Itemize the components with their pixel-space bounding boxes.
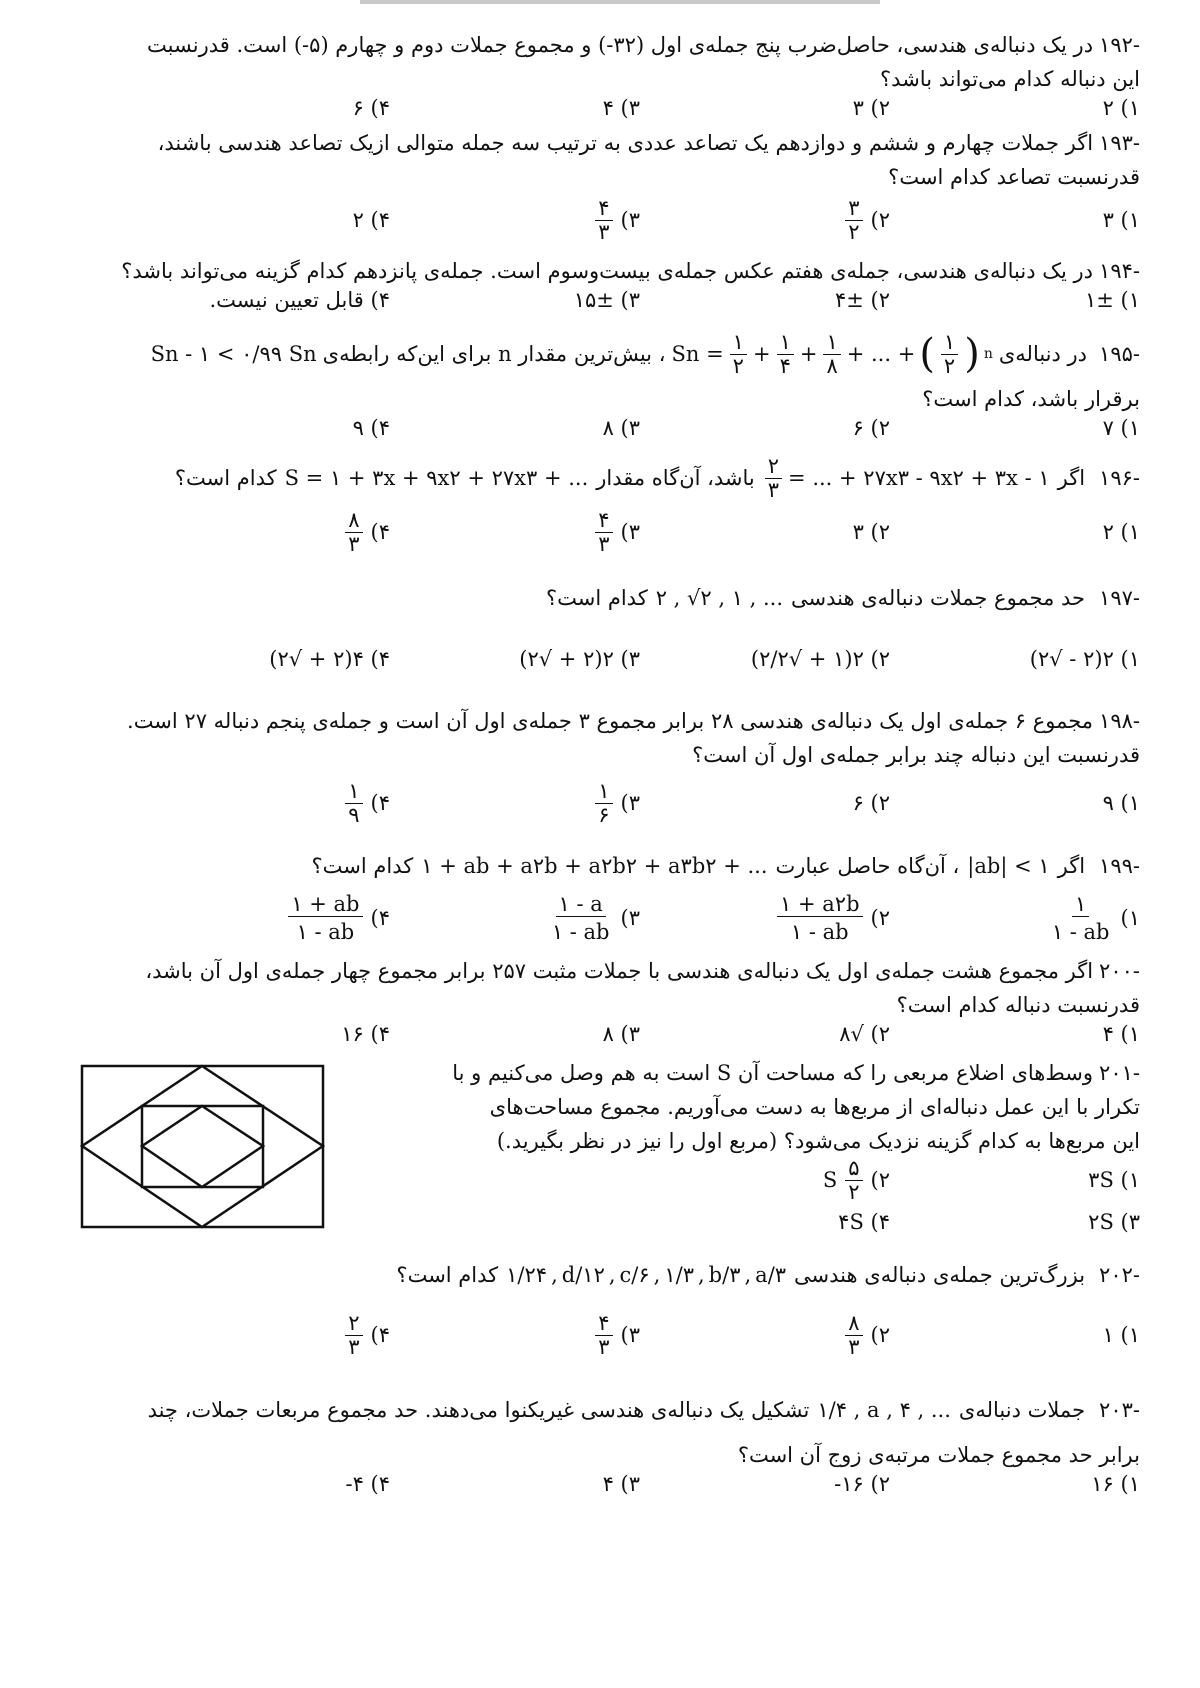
question-text: بزرگ‌ترین جمله‌ی دنباله‌ی هندسی: [794, 1263, 1086, 1287]
option-1[interactable]: ۱) ۲: [1102, 520, 1140, 544]
denominator: ۳: [348, 1334, 360, 1359]
fraction: [595, 780, 612, 825]
sequence: ۲ , √۲ , ۱ , ...: [655, 586, 784, 610]
numerator: ۸: [845, 1312, 862, 1335]
options: [355, 1202, 1140, 1242]
option-3[interactable]: [390, 502, 640, 562]
option-label: ۳): [620, 208, 640, 232]
option-1[interactable]: ۱) ۱۶: [1091, 1472, 1140, 1496]
term: ۱/۳: [664, 1263, 694, 1287]
denominator: ۲: [732, 353, 744, 378]
plus-sign: +: [752, 342, 771, 366]
options: [80, 1022, 1140, 1046]
expression: ۱ + ab + a۲b + a۲b۲ + a۳b۲ + ...: [421, 854, 768, 878]
series: S = ۱ + ۳x + ۹x۲ + ۲۷x۳ + ...: [284, 466, 589, 490]
denominator: ۲: [943, 353, 956, 378]
fraction: [845, 197, 862, 242]
ellipsis: + ... +: [846, 342, 916, 366]
numerator: ۸: [345, 509, 362, 532]
question-201: [80, 1056, 1140, 1242]
fraction: [845, 1312, 862, 1357]
option-label: ۲): [870, 1168, 890, 1192]
numerator: ۱: [823, 331, 840, 354]
equation: [763, 455, 1050, 500]
option-4[interactable]: ۴) ۱۶: [341, 1022, 390, 1046]
question-number: -۱۹۴: [1099, 259, 1140, 283]
fraction: [595, 197, 612, 242]
question-text: تشکیل یک دنباله‌ی هندسی غیریکنوا می‌دهند. حد مجموع مربعات جملات، چند: [147, 1398, 810, 1422]
question-text: حد مجموع جملات دنباله‌ی هندسی: [791, 586, 1086, 610]
question-number: -۱۹۶: [1099, 466, 1140, 490]
fraction: [823, 331, 840, 376]
denominator: ۳: [848, 1334, 860, 1359]
numerator: ۱ + ab: [288, 893, 362, 916]
denominator: ۳: [348, 531, 360, 556]
options: [80, 888, 1140, 948]
option-label: ۴): [370, 791, 390, 815]
term: d/۱۲: [561, 1263, 605, 1287]
option-3[interactable]: ۳) ۴: [602, 1472, 640, 1496]
option-3[interactable]: ۳) ۸: [602, 416, 640, 440]
option-4[interactable]: ۴) ۴-: [345, 1472, 390, 1496]
option-1[interactable]: ۱) ۷: [1102, 416, 1140, 440]
nested-squares-figure: [80, 1064, 325, 1229]
option-3[interactable]: [390, 888, 640, 948]
numerator: ۴: [595, 1312, 612, 1335]
question-number: -۱۹۸: [1099, 709, 1140, 733]
question-200: [80, 954, 1140, 1046]
option-label: ۲): [870, 906, 890, 930]
denominator: ۱ - ab: [551, 919, 610, 944]
option-label: ۴): [370, 520, 390, 544]
denominator: ۳: [598, 219, 610, 244]
numerator: ۱: [777, 331, 794, 354]
option-label: ۱): [1120, 906, 1140, 930]
option-3[interactable]: [390, 772, 640, 834]
denominator: ۴: [779, 353, 791, 378]
option-3[interactable]: ۳) ۸: [602, 1022, 640, 1046]
numerator: ۲: [345, 1312, 362, 1335]
option-4[interactable]: ۴) ۲: [352, 208, 390, 232]
diamond: [82, 1066, 323, 1227]
question-number: -۱۹۹: [1099, 854, 1140, 878]
open-paren: (: [919, 331, 935, 377]
option-2[interactable]: [640, 194, 890, 246]
numerator: ۴: [595, 197, 612, 220]
numerator: ۱: [345, 780, 362, 803]
denominator: ۱ - ab: [790, 919, 849, 944]
option-2[interactable]: [640, 888, 890, 948]
option-1[interactable]: ۱) ۲: [1102, 96, 1140, 120]
question-number: -۲۰۳: [1099, 1398, 1140, 1422]
option-label: ۳): [620, 791, 640, 815]
fraction: [777, 331, 794, 376]
sequence-terms: ۱/۲۴ , d/۱۲ , c/۶ , ۱/۳ , b/۳ , a/۳: [506, 1258, 786, 1292]
denominator: ۱ - ab: [296, 919, 355, 944]
options: [80, 1300, 1140, 1370]
question-193: [80, 126, 1140, 246]
question-text: کدام است؟: [311, 854, 414, 878]
option-2[interactable]: ۲) √۸: [839, 1022, 890, 1046]
exponent: n: [983, 346, 993, 362]
question-text: کدام است؟: [545, 586, 648, 610]
question-203: [80, 1388, 1140, 1496]
question-text: در یک دنباله‌ی هندسی، جمله‌ی هفتم عکس جمله‌ی بیست‌وسوم است. جمله‌ی پانزدهم کدام گزینه می‌تواند باشد؟: [121, 259, 1094, 283]
question-199: [80, 844, 1140, 948]
denominator: ۱ - ab: [1051, 919, 1110, 944]
outer-rectangle: [82, 1066, 323, 1227]
question-number: -۱۹۲: [1099, 33, 1140, 57]
fraction: [345, 1312, 362, 1357]
options: [80, 620, 1140, 698]
question-text: مجموع ۶ جمله‌ی اول یک دنباله‌ی هندسی ۲۸ برابر مجموع ۳ جمله‌ی اول آن است و جمله‌ی پنجم دنباله ۲۷ است.: [127, 709, 1094, 733]
fraction: [595, 509, 612, 554]
question-text: قدرنسبت دنباله کدام است؟: [896, 993, 1140, 1017]
question-text: اگر: [1057, 854, 1086, 878]
inner-rectangle: [142, 1106, 263, 1187]
fraction: [1049, 893, 1113, 942]
denominator: ۶: [598, 802, 610, 827]
option-1[interactable]: ۱) ۳: [1102, 208, 1140, 232]
question-text: اگر جملات چهارم و ششم و دوازدهم یک تصاعد عددی به ترتیب سه جمله متوالی ازیک تصاعد هندسی باشند،: [157, 131, 1094, 155]
option-label: ۴): [370, 1323, 390, 1347]
denominator: ۸: [826, 353, 838, 378]
numerator: ۱ - a: [556, 893, 606, 916]
option-4[interactable]: ۴) ۹: [352, 416, 390, 440]
series-formula: [671, 331, 992, 376]
fraction: [345, 509, 362, 554]
fraction: [345, 780, 362, 825]
option-label: ۲): [870, 1323, 890, 1347]
option-4[interactable]: [140, 888, 390, 948]
fraction: [288, 893, 362, 942]
term: ۱/۲۴: [506, 1263, 548, 1287]
option-3[interactable]: ۳) ۱۵±: [573, 288, 640, 312]
question-text: تکرار با این عمل دنباله‌ای از مربع‌ها به دست می‌آوریم. مجموع مساحت‌های: [489, 1095, 1140, 1119]
numerator: ۱: [1072, 893, 1089, 916]
denominator: ۳: [598, 531, 610, 556]
option-1[interactable]: ۱) ۴: [1102, 1022, 1140, 1046]
options: [80, 1472, 1140, 1496]
question-text: باشد، آن‌گاه مقدار: [596, 466, 755, 490]
fraction: [549, 893, 613, 942]
options: [80, 194, 1140, 246]
question-text: برابر حد مجموع جملات مرتبه‌ی زوج آن است؟: [737, 1443, 1140, 1467]
question-number: -۲۰۲: [1099, 1263, 1140, 1287]
question-text: در دنباله‌ی: [998, 342, 1088, 366]
option-3[interactable]: ۳) ۲(۲ + √۲): [519, 647, 640, 671]
option-2[interactable]: [640, 1300, 890, 1370]
option-label: ۲): [870, 208, 890, 232]
numerator: ۱: [730, 331, 747, 354]
numerator: ۵: [845, 1157, 862, 1180]
options: [80, 96, 1140, 120]
inner-diamond: [142, 1106, 263, 1187]
fraction: [730, 331, 747, 376]
question-text: قدرنسبت این دنباله چند برابر جمله‌ی اول آن است؟: [692, 743, 1140, 767]
option-1[interactable]: ۱) ۱: [1102, 1323, 1140, 1347]
question-text: جملات دنباله‌ی: [958, 1398, 1086, 1422]
numerator: ۱: [941, 331, 958, 354]
denominator: ۳: [767, 477, 780, 502]
option-3[interactable]: ۳) ۲S: [1088, 1210, 1140, 1234]
options: [80, 288, 1140, 312]
question-text: وسط‌های اضلاع مربعی را که مساحت آن S است به هم وصل می‌کنیم و با: [452, 1061, 1094, 1085]
option-4[interactable]: [140, 502, 390, 562]
options: [355, 1158, 1140, 1202]
option-label: ۳): [620, 906, 640, 930]
term: b/۳: [708, 1263, 741, 1287]
question-text: اگر: [1057, 466, 1086, 490]
option-symbol: S: [822, 1168, 838, 1192]
option-2[interactable]: [640, 1158, 890, 1202]
inequality: Sn - ۱ < ۰/۹۹ Sn: [150, 342, 317, 366]
question-text: قدرنسبت تصاعد کدام است؟: [888, 165, 1140, 189]
option-label: ۳): [620, 520, 640, 544]
question-195: [80, 326, 1140, 440]
formula-lhs: Sn =: [671, 342, 724, 366]
option-1[interactable]: ۱) ۲(۲ - √۲): [1029, 647, 1140, 671]
options: [80, 502, 1140, 562]
question-196: [80, 454, 1140, 562]
question-198: [80, 704, 1140, 834]
question-number: -۱۹۵: [1099, 342, 1140, 366]
question-number: -۱۹۷: [1099, 586, 1140, 610]
option-3[interactable]: ۳) ۴: [602, 96, 640, 120]
option-4[interactable]: ۴) ۶: [352, 96, 390, 120]
question-number: -۲۰۰: [1099, 959, 1140, 983]
question-text: این دنباله کدام می‌تواند باشد؟: [880, 67, 1140, 91]
numerator: ۱ + a۲b: [777, 893, 862, 916]
question-text: کدام است؟: [396, 1263, 499, 1287]
question-text: در یک دنباله‌ی هندسی، حاصل‌ضرب پنج جمله‌ی اول (۳۲-) و مجموع جملات دوم و چهارم (۵-) است. قدرنسبت: [147, 33, 1094, 57]
option-1[interactable]: ۱) ۳S: [1088, 1168, 1140, 1192]
fraction: [845, 1157, 862, 1202]
question-text: ، بیش‌ترین مقدار n برای این‌که رابطه‌ی: [322, 342, 666, 366]
question-text: ، آن‌گاه حاصل عبارت: [775, 854, 960, 878]
option-3[interactable]: [390, 194, 640, 246]
option-2[interactable]: ۲) ۳: [852, 96, 890, 120]
denominator: ۹: [348, 802, 360, 827]
option-2[interactable]: ۲) ۶: [852, 416, 890, 440]
denominator: ۲: [848, 219, 860, 244]
option-2[interactable]: ۲) ۶: [852, 791, 890, 815]
sequence: ۱/۴ , a , ۴ , ...: [817, 1398, 951, 1422]
option-label: ۳): [620, 1323, 640, 1347]
question-197: [80, 576, 1140, 698]
numerator: ۲: [765, 455, 782, 478]
plus-sign: +: [799, 342, 818, 366]
document-page: [80, 28, 1140, 1496]
option-1[interactable]: [890, 888, 1140, 948]
fraction: [595, 1312, 612, 1357]
numerator: ۴: [595, 509, 612, 532]
denominator: ۳: [598, 1334, 610, 1359]
option-2[interactable]: ۲) ۱۶-: [834, 1472, 890, 1496]
denominator: ۲: [848, 1179, 860, 1204]
option-label: ۴): [370, 906, 390, 930]
close-paren: ): [964, 331, 980, 377]
option-4[interactable]: ۴) قابل تعیین نیست.: [209, 288, 390, 312]
option-4[interactable]: ۴) ۴(۲ + √۲): [269, 647, 390, 671]
question-text: اگر مجموع هشت جمله‌ی اول یک دنباله‌ی هندسی با جملات مثبت ۲۵۷ برابر مجموع چهار جمله‌ی اول آن باشد،: [145, 959, 1094, 983]
options: [80, 772, 1140, 834]
option-2[interactable]: ۲) ۴±: [834, 288, 890, 312]
option-4[interactable]: [140, 1300, 390, 1370]
term: c/۶: [619, 1263, 650, 1287]
option-1[interactable]: ۱) ۱±: [1084, 288, 1140, 312]
term: a/۳: [755, 1263, 787, 1287]
fraction: [777, 893, 862, 942]
question-text: این مربع‌ها به کدام گزینه نزدیک می‌شود؟ (مربع اول را نیز در نظر بگیرید.): [496, 1129, 1140, 1153]
option-2[interactable]: ۲) ۳: [852, 520, 890, 544]
question-number: -۱۹۳: [1099, 131, 1140, 155]
numerator: ۳: [845, 197, 862, 220]
fraction: [941, 331, 958, 376]
question-text: برقرار باشد، کدام است؟: [922, 387, 1140, 411]
question-192: [80, 28, 1140, 120]
option-1[interactable]: ۱) ۹: [1102, 791, 1140, 815]
options: [80, 416, 1140, 440]
question-number: -۲۰۱: [1099, 1061, 1140, 1085]
fraction: [765, 455, 782, 500]
option-4[interactable]: [140, 772, 390, 834]
question-194: [80, 254, 1140, 312]
numerator: ۱: [595, 780, 612, 803]
option-4[interactable]: ۴) ۴S: [838, 1210, 890, 1234]
option-3[interactable]: [390, 1300, 640, 1370]
condition: |ab| < ۱: [967, 854, 1050, 878]
top-rule: [360, 0, 880, 4]
option-2[interactable]: ۲) ۲(۱ + √۲/۲): [750, 647, 890, 671]
question-202: [80, 1250, 1140, 1370]
series: = ... + ۲۷x۳ - ۹x۲ + ۳x - ۱: [788, 466, 1050, 490]
question-text: کدام است؟: [174, 466, 277, 490]
